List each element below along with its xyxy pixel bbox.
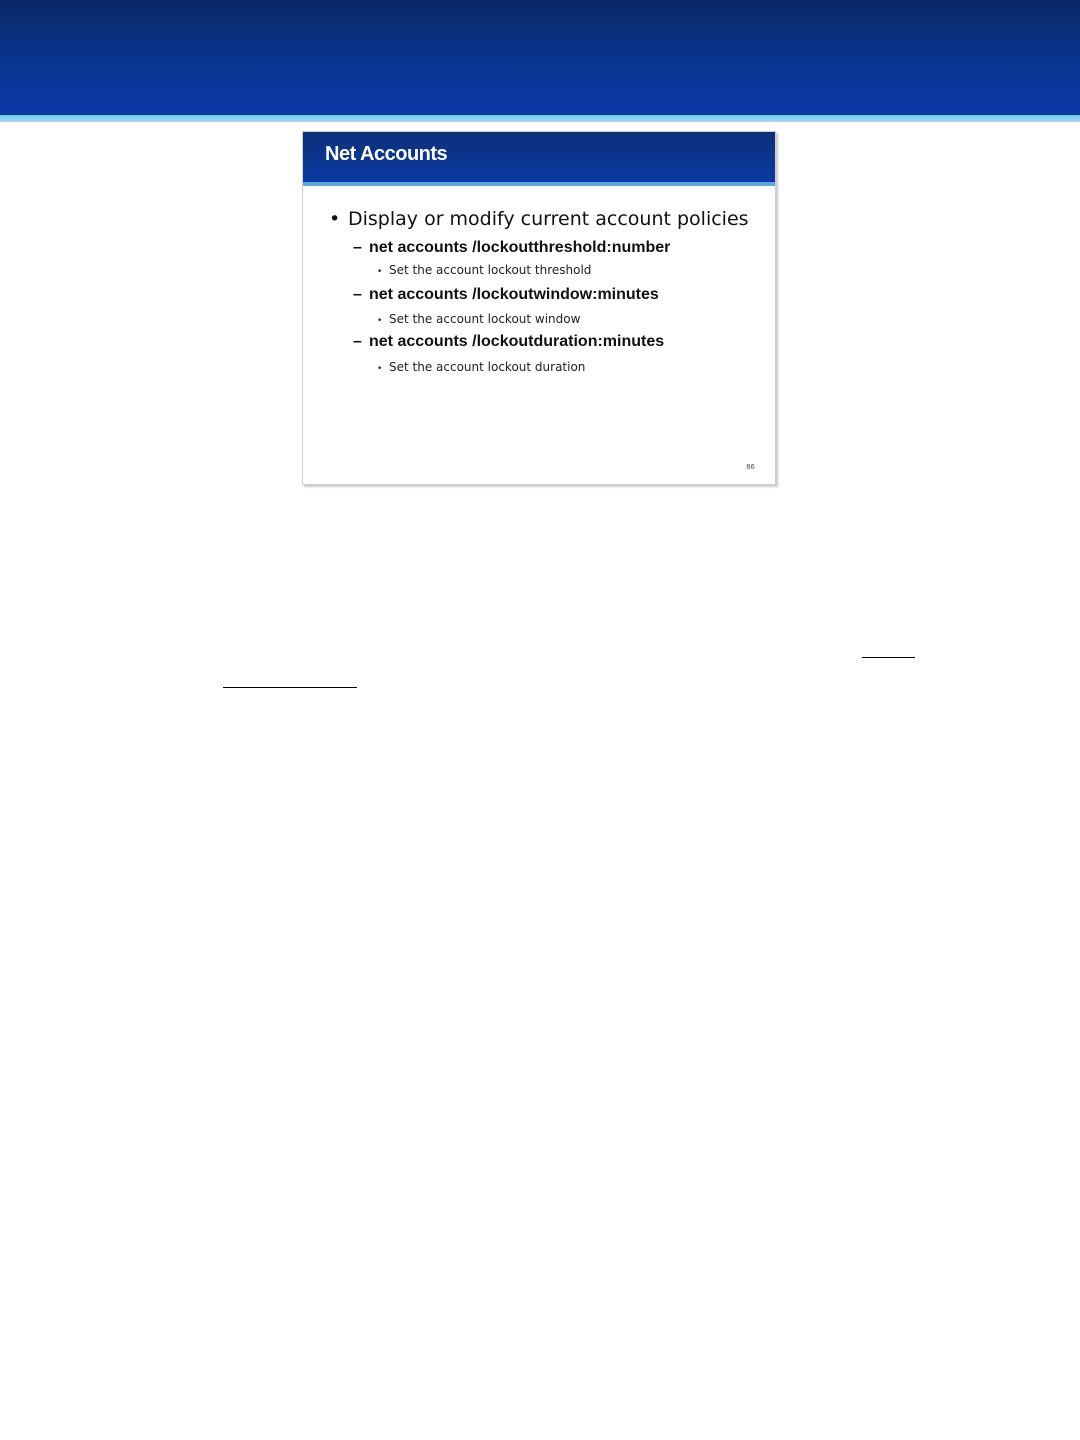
dash-marker: –: [353, 286, 362, 303]
description-text: Set the account lockout window: [389, 312, 581, 326]
command-item: [353, 239, 670, 257]
slide-title: Net Accounts: [325, 143, 448, 165]
slide-number: 86: [746, 463, 755, 471]
hyperlink-underline[interactable]: [862, 657, 915, 658]
page-header-banner: [0, 0, 1080, 115]
command-item: [353, 286, 659, 304]
bullet-marker: •: [377, 267, 383, 277]
slide-thumbnail: [302, 131, 776, 485]
description-text: Set the account lockout threshold: [389, 263, 592, 277]
command-text: net accounts /lockoutthreshold:number: [369, 239, 671, 256]
command-item: [353, 333, 664, 351]
command-text: net accounts /lockoutduration:minutes: [369, 333, 665, 350]
command-text: net accounts /lockoutwindow:minutes: [369, 286, 659, 303]
bullet-marker: •: [377, 364, 383, 374]
command-description: [377, 312, 580, 326]
slide-bullet-text: Display or modify current account policies: [348, 208, 749, 230]
slide-title-bar: [303, 132, 775, 182]
bullet-marker: •: [377, 316, 383, 326]
dash-marker: –: [353, 333, 362, 350]
command-description: [377, 360, 585, 374]
command-description: [377, 263, 591, 277]
page-header-accent-stripe: [0, 115, 1080, 122]
hyperlink-underline[interactable]: [223, 687, 357, 688]
slide-title-rule: [303, 182, 775, 186]
slide-bullet: [329, 208, 749, 230]
bullet-marker: •: [329, 208, 341, 230]
dash-marker: –: [353, 239, 362, 256]
description-text: Set the account lockout duration: [389, 360, 586, 374]
